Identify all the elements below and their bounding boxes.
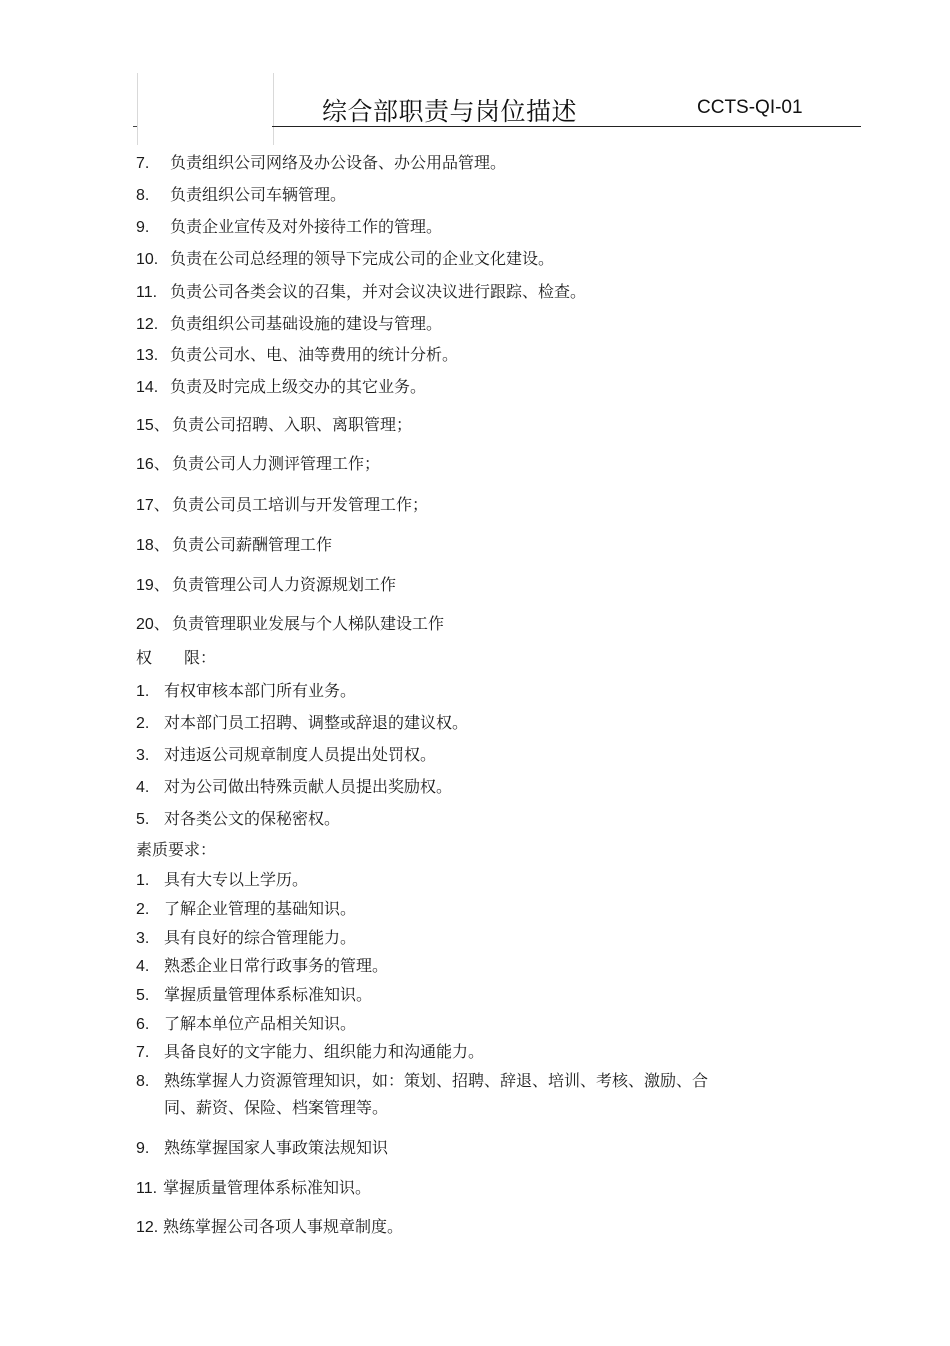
- duty-item: [136, 216, 442, 239]
- authority-text: 对各类公文的保秘密权。: [164, 809, 341, 828]
- qualification-item: [136, 927, 356, 950]
- duty-item: [136, 453, 380, 476]
- duty-text: 负责管理职业发展与个人梯队建设工作: [172, 614, 445, 633]
- duty-text: 负责及时完成上级交办的其它业务。: [170, 377, 427, 396]
- authority-text: 对违返公司规章制度人员提出处罚权。: [164, 745, 437, 764]
- authority-item: [136, 680, 356, 703]
- duty-item: [136, 152, 506, 175]
- duty-item: [136, 281, 586, 304]
- authority-number: 3.: [136, 747, 150, 764]
- document-code: CCTS-QI-01: [697, 97, 803, 118]
- qualifications-heading: 素质要求：: [136, 840, 217, 859]
- duty-item: [136, 414, 412, 437]
- duty-text: 负责在公司总经理的领导下完成公司的企业文化建设。: [170, 249, 555, 268]
- duty-number: 16、: [136, 456, 170, 473]
- document-title: 综合部职责与岗位描述: [322, 97, 578, 126]
- authority-item: [136, 744, 436, 767]
- duty-item: [136, 313, 442, 336]
- qualification-number: 5.: [136, 987, 150, 1004]
- authority-number: 5.: [136, 811, 150, 828]
- duty-text: 负责管理公司人力资源规划工作: [172, 575, 397, 594]
- authority-number: 2.: [136, 715, 150, 732]
- duty-item: [136, 376, 426, 399]
- qualification-text-continuation: 同、薪资、保险、档案管理等。: [164, 1098, 389, 1117]
- qualification-number: 6.: [136, 1016, 150, 1033]
- duty-item: [136, 344, 458, 367]
- qualification-item: [136, 869, 308, 892]
- qualification-number: 12.: [136, 1219, 159, 1236]
- duty-number: 12.: [136, 316, 159, 333]
- duty-text: 负责公司员工培训与开发管理工作；: [172, 495, 429, 514]
- duty-number: 20、: [136, 616, 170, 633]
- duty-item: [136, 613, 444, 636]
- qualification-text: 了解本单位产品相关知识。: [164, 1014, 357, 1033]
- authority-item: [136, 712, 468, 735]
- qualification-number: 9.: [136, 1140, 150, 1157]
- qualification-number: 2.: [136, 901, 150, 918]
- duty-item: [136, 494, 428, 517]
- duty-number: 14.: [136, 379, 159, 396]
- qualification-text: 具有大专以上学历。: [164, 870, 309, 889]
- duty-item: [136, 534, 332, 557]
- qualification-item: [136, 1013, 356, 1036]
- duty-item: [136, 184, 346, 207]
- qualification-text: 了解企业管理的基础知识。: [164, 899, 357, 918]
- qualification-item: [136, 984, 372, 1007]
- qualification-item: [136, 1041, 484, 1064]
- authority-text: 对本部门员工招聘、调整或辞退的建议权。: [164, 713, 469, 732]
- duty-number: 11.: [136, 284, 158, 301]
- duty-text: 负责组织公司网络及办公设备、办公用品管理。: [170, 153, 507, 172]
- duty-number: 9.: [136, 219, 150, 236]
- duty-text: 负责组织公司基础设施的建设与管理。: [170, 314, 443, 333]
- qualification-text: 熟练掌握国家人事政策法规知识: [164, 1138, 389, 1157]
- header-tick: [133, 126, 137, 127]
- qualification-item: [136, 898, 356, 921]
- duty-number: 13.: [136, 347, 159, 364]
- authority-item: [136, 776, 452, 799]
- qualification-text: 具备良好的文字能力、组织能力和沟通能力。: [164, 1042, 485, 1061]
- logo-box: [137, 73, 274, 145]
- qualification-item: [136, 1177, 371, 1200]
- duty-number: 8.: [136, 187, 150, 204]
- qualification-number: 4.: [136, 958, 150, 975]
- qualification-number: 11.: [136, 1180, 158, 1197]
- qualification-item: [136, 1137, 388, 1160]
- qualification-text: 掌握质量管理体系标准知识。: [164, 985, 373, 1004]
- duty-text: 负责企业宣传及对外接待工作的管理。: [170, 217, 443, 236]
- qualification-item: [136, 955, 388, 978]
- qualification-text: 具有良好的综合管理能力。: [164, 928, 357, 947]
- duty-number: 19、: [136, 577, 170, 594]
- authority-item: [136, 808, 340, 831]
- qualification-text: 熟悉企业日常行政事务的管理。: [164, 956, 389, 975]
- qualification-text: 掌握质量管理体系标准知识。: [163, 1178, 372, 1197]
- duty-text: 负责公司招聘、入职、离职管理；: [172, 415, 413, 434]
- duty-text: 负责公司薪酬管理工作: [172, 535, 333, 554]
- authority-heading: 权 限：: [136, 648, 217, 667]
- duty-text: 负责公司各类会议的召集，并对会议决议进行跟踪、检查。: [170, 282, 587, 301]
- duty-text: 负责公司人力测评管理工作；: [172, 454, 381, 473]
- duty-number: 15、: [136, 417, 170, 434]
- qualification-item: [136, 1216, 403, 1239]
- qualification-number: 3.: [136, 930, 150, 947]
- duty-text: 负责组织公司车辆管理。: [170, 185, 347, 204]
- authority-text: 有权审核本部门所有业务。: [164, 681, 357, 700]
- duty-number: 7.: [136, 155, 150, 172]
- authority-number: 4.: [136, 779, 150, 796]
- qualification-item: [136, 1070, 708, 1093]
- qualification-number: 8.: [136, 1073, 150, 1090]
- duty-text: 负责公司水、电、油等费用的统计分析。: [170, 345, 459, 364]
- qualification-text: 熟练掌握人力资源管理知识，如：策划、招聘、辞退、培训、考核、激励、合: [164, 1071, 709, 1090]
- authority-number: 1.: [136, 683, 150, 700]
- duty-number: 17、: [136, 497, 170, 514]
- authority-text: 对为公司做出特殊贡献人员提出奖励权。: [164, 777, 453, 796]
- duty-number: 18、: [136, 537, 170, 554]
- duty-item: [136, 248, 554, 271]
- duty-number: 10.: [136, 251, 159, 268]
- duty-item: [136, 574, 396, 597]
- qualification-text: 熟练掌握公司各项人事规章制度。: [163, 1217, 404, 1236]
- qualification-number: 1.: [136, 872, 150, 889]
- qualification-number: 7.: [136, 1044, 150, 1061]
